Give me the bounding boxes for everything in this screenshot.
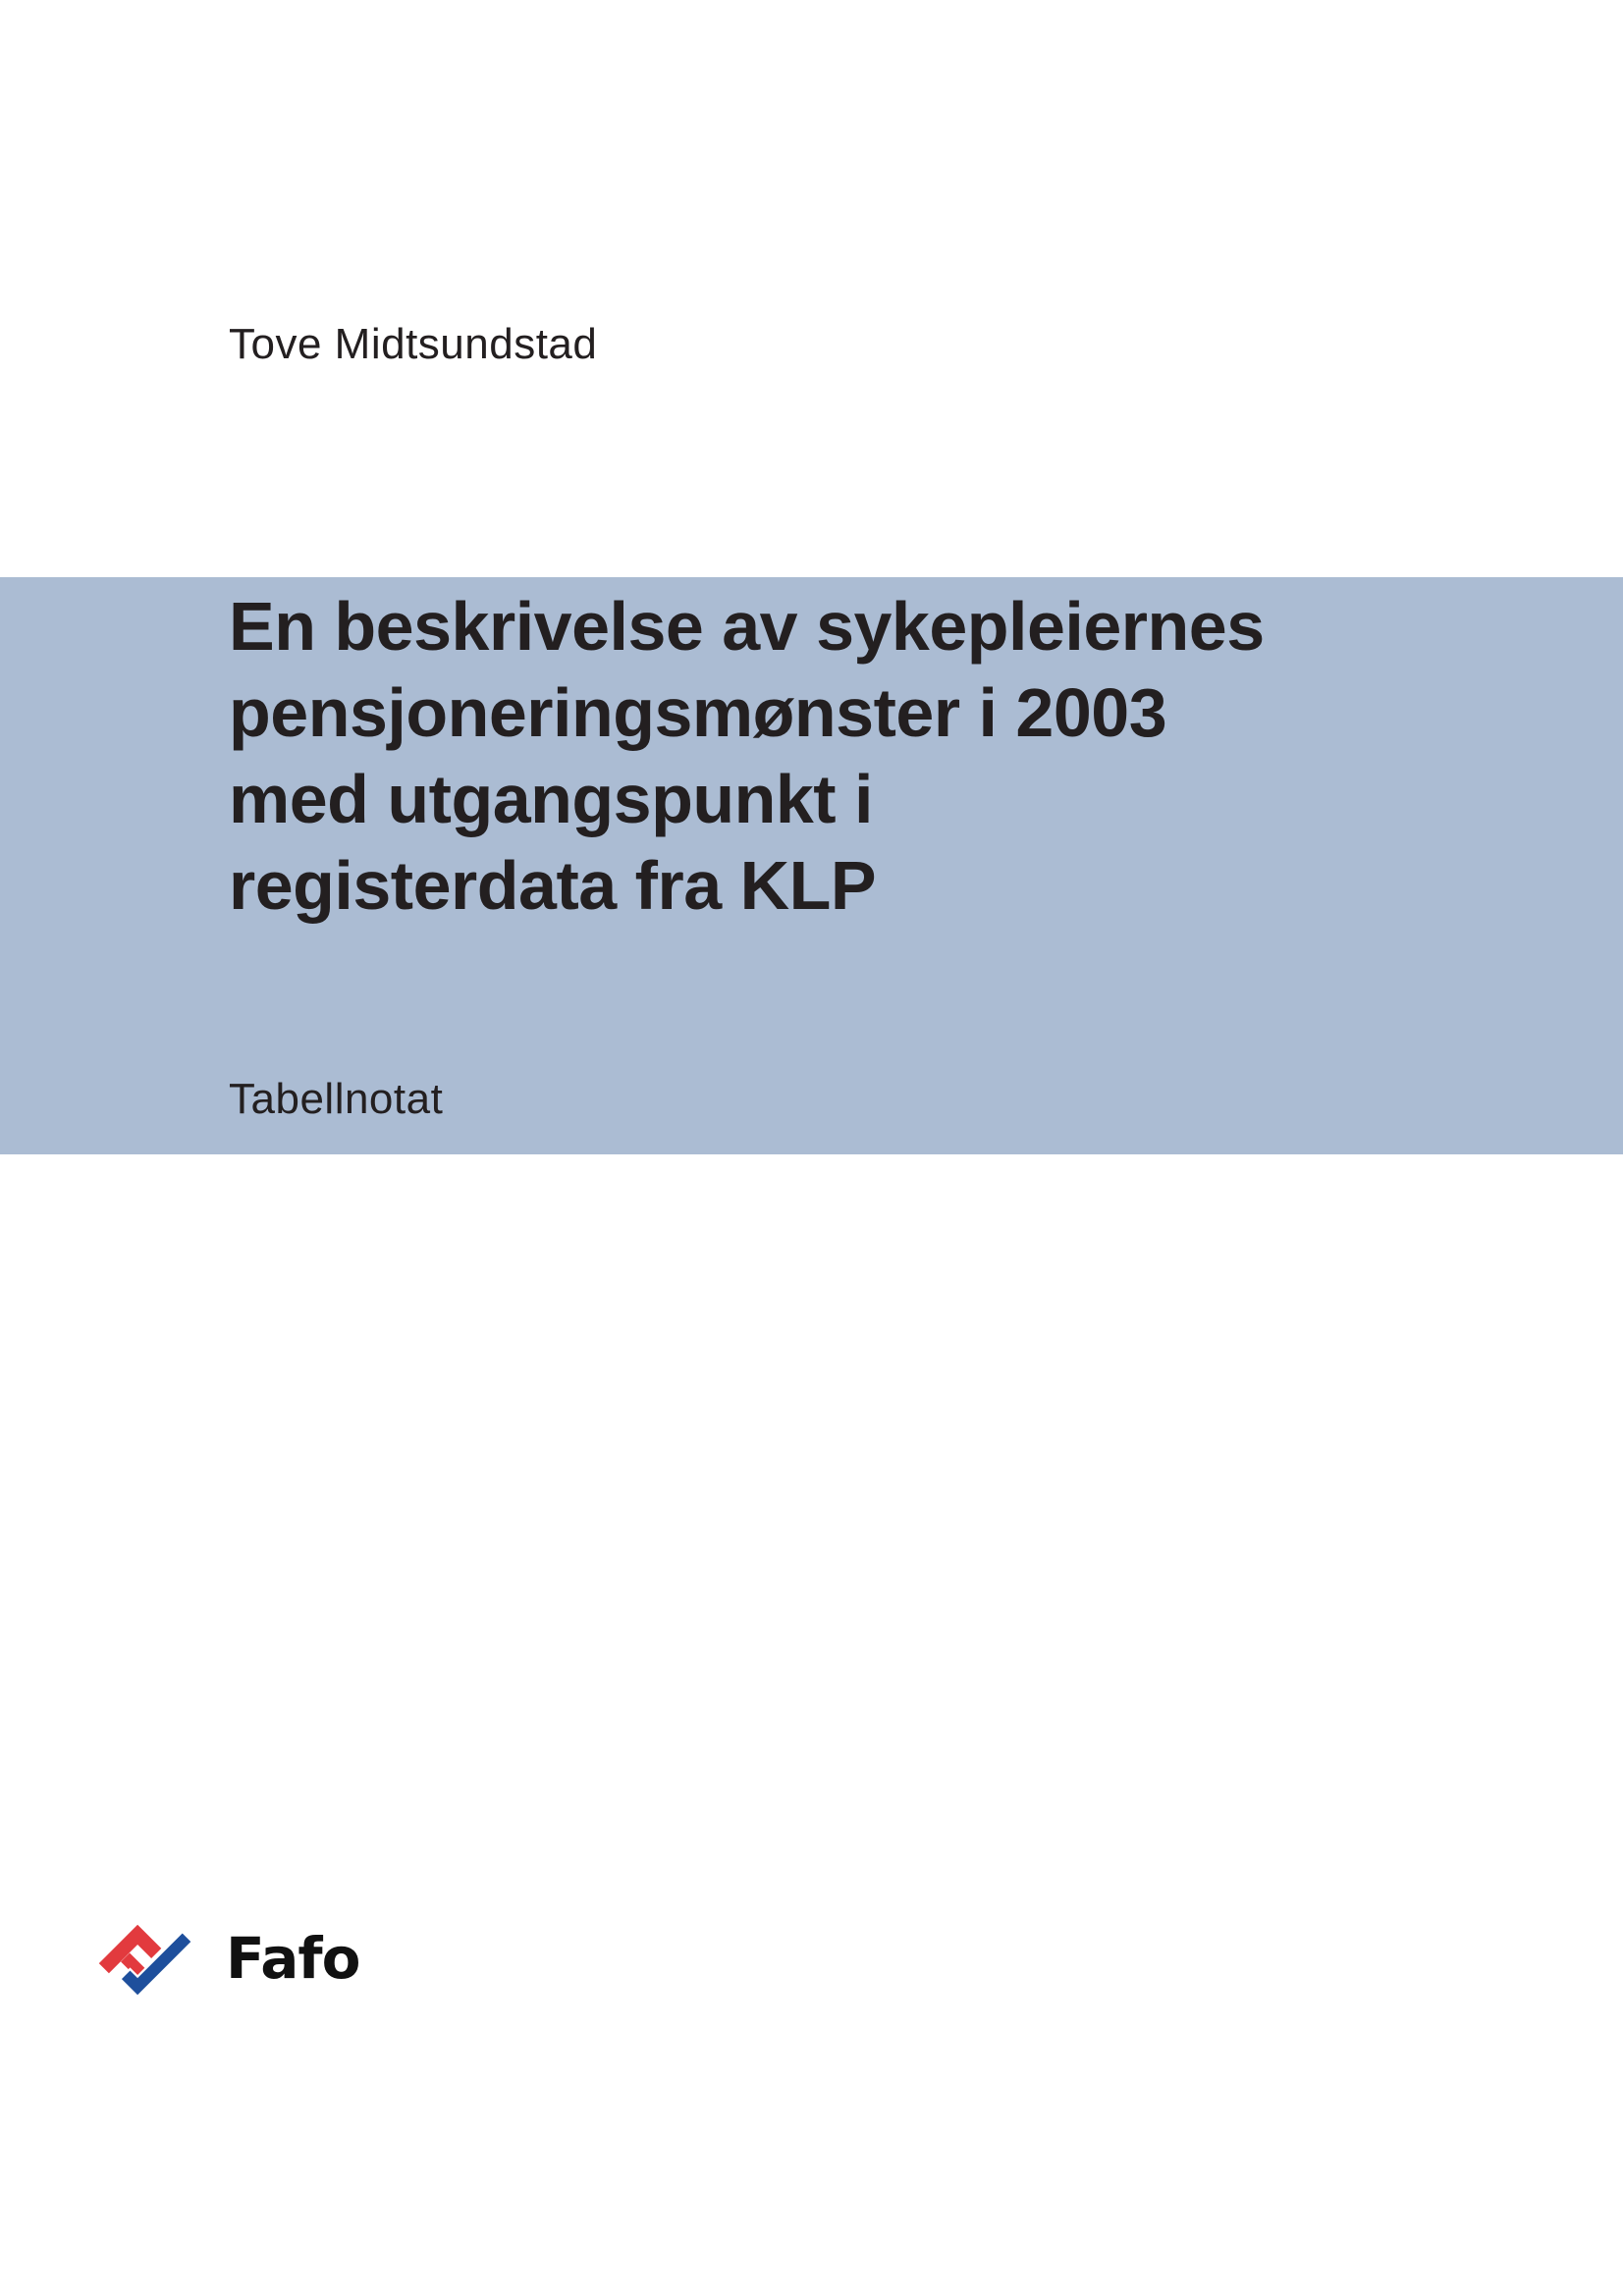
fafo-logo-text: Fafo: [226, 1925, 360, 1992]
report-title: [229, 583, 1265, 929]
fafo-logo-icon: [95, 1919, 199, 2003]
report-title-line-3: med utgangspunkt i: [229, 761, 873, 837]
report-title-line-1: En beskrivelse av sykepleiernes: [229, 588, 1265, 665]
report-title-line-4: registerdata fra KLP: [229, 847, 877, 924]
report-title-line-2: pensjoneringsmønster i 2003: [229, 674, 1167, 751]
report-subtitle: Tabellnotat: [229, 1075, 444, 1123]
fafo-logo: [95, 1919, 508, 2007]
author-name: Tove Midtsundstad: [229, 320, 598, 368]
